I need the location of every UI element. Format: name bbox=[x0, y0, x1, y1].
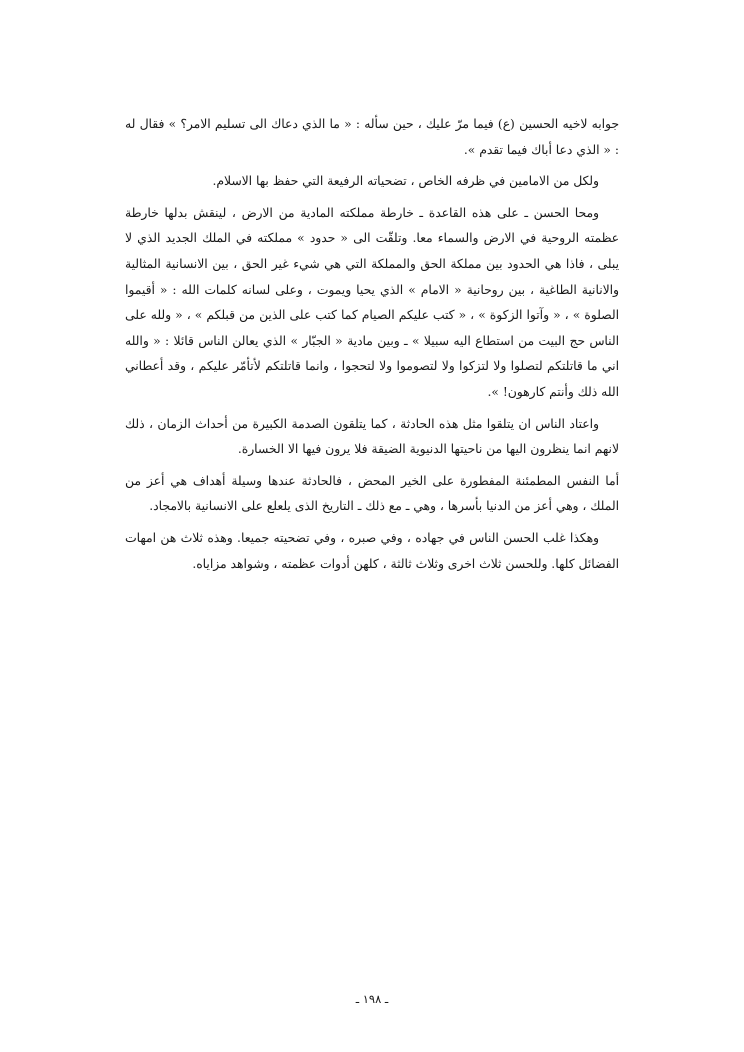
paragraph-6: وهكذا غلب الحسن الناس في جهاده ، وفي صبره ، وفي تضحيته جميعا. وهذه ثلاث هن امهات الفضائل كلها. وللحسن ثلاث اخرى وثلاث ثالثة ، كلهن أدوات عظمته ، وشواهد مزاياه. bbox=[125, 530, 619, 571]
page-number: ـ ١٩٨ ـ bbox=[355, 992, 389, 1006]
paragraph-4: واعتاد الناس ان يتلقوا مثل هذه الحادثة ، كما يتلقون الصدمة الكبيرة من أحداث الزمان ، ذلك لانهم انما ينظرون اليها من ناحيتها الدنيوية الضيقة فلا يرون فيها الا الخسارة. bbox=[125, 416, 619, 457]
paragraph-1: جوابه لاخيه الحسين (ع) فيما مرّ عليك ، حين سأله : « ما الذي دعاك الى تسليم الامر؟ » فقال له : « الذي دعا أباك فيما تقدم ». bbox=[125, 117, 619, 157]
paragraph-5: أما النفس المطمئنة المفطورة على الخير المحض ، فالحادثة عندها وسيلة أهداف هي أعز من الملك ، وهي أعز من الدنيا بأسرها ، وهي ـ مع ذلك ـ التاريخ الذى يلعلع على الانسانية بالامجاد. bbox=[125, 473, 619, 514]
paragraph-2: ولكل من الامامين في ظرفه الخاص ، تضحياته الرفيعة التي حفظ بها الاسلام. bbox=[212, 174, 599, 189]
body-text bbox=[125, 112, 619, 577]
paragraph-3: ومحا الحسن ـ على هذه القاعدة ـ خارطة مملكته المادية من الارض ، لينقش بدلها خارطة عظمته الروحية في الارض والسماء معا. وتلقّت الى « حدود » مملكته في الملك الجديد الذي لا يبلى ، فاذا هي الحدود بين مملكة الحق والمملكة التي هي شيء غير الحق ، بين الانسانية المثالية والانانية الطاغية ، بين روحانية « الامام » الذي يحيا ويموت ، وعلى لسانه كلمات الله : « أقيموا الصلوة » ، « وآتوا الزكوة » ، « كتب عليكم الصيام كما كتب على الذين من قبلكم » ، « ولله على الناس حج البيت من استطاع اليه سبيلا » ـ وبين مادية « الجبّار » الذي يعالن الناس قائلا : « والله اني ما قاتلتكم لتصلوا ولا لتزكوا ولا لتصوموا ولا لتحجوا ، وانما قاتلتكم لأتأمّر عليكم ، وقد أعطاني الله ذلك وأنتم كارهون! ». bbox=[125, 205, 619, 399]
